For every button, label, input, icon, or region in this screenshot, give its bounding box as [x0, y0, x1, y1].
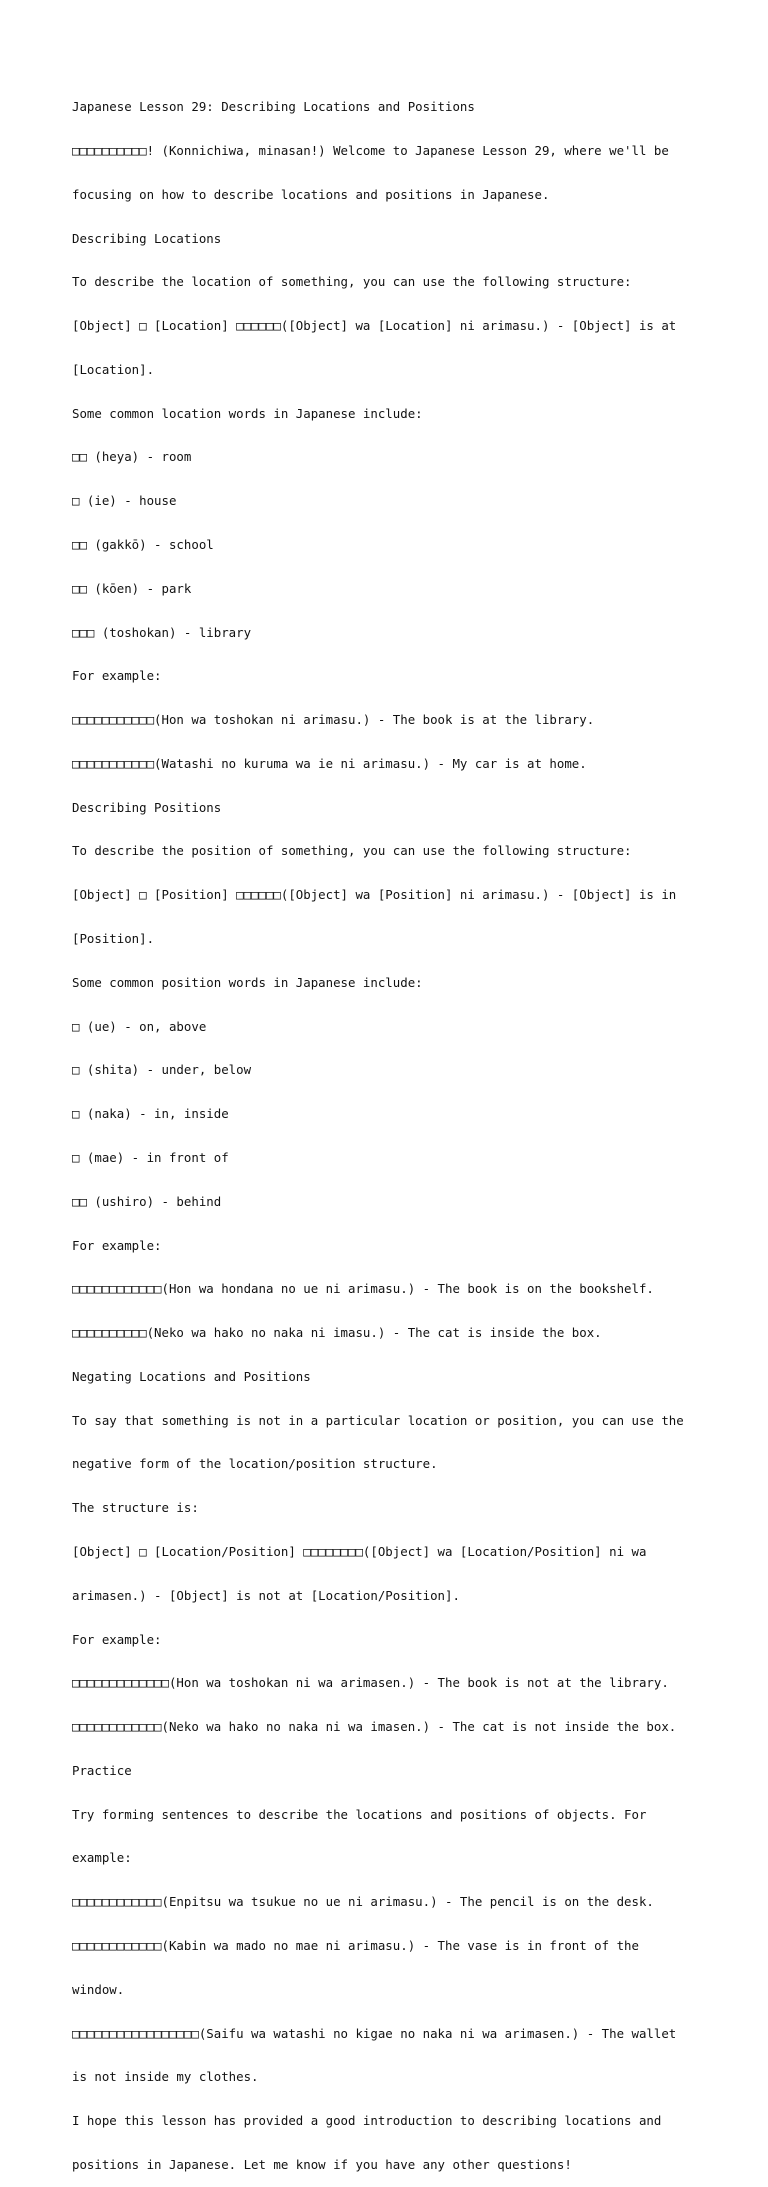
text-line: For example:: [72, 1237, 162, 1253]
text-line: example:: [72, 1850, 132, 1866]
text-line: To say that something is not in a particular location or position, you can use the: [72, 1412, 684, 1428]
example-sentence: □□□□□□□□□□□□(Kabin wa mado no mae ni arimasu.) - The vase is in front of the: [72, 1938, 639, 1953]
text-line: Some common position words in Japanese include:: [72, 974, 423, 990]
example-sentence: □□□□□□□□□□□(Hon wa toshokan ni arimasu.) - The book is at the library.: [72, 712, 595, 728]
example-sentence: □□□□□□□□□□□(Watashi no kuruma wa ie ni arimasu.) - My car is at home.: [72, 755, 587, 771]
text-line: negative form of the location/position structure.: [72, 1456, 438, 1472]
vocab-item: □ (naka) - in, inside: [72, 1106, 229, 1122]
text-line: For example:: [72, 1631, 162, 1647]
text-line: Some common location words in Japanese include:: [72, 405, 423, 421]
section-heading: Practice: [72, 1762, 132, 1778]
example-sentence: □□□□□□□□□□□□(Hon wa hondana no ue ni arimasu.) - The book is on the bookshelf.: [72, 1281, 654, 1297]
vocab-item: □□ (kōen) - park: [72, 580, 192, 596]
vocab-item: □ (ue) - on, above: [72, 1018, 207, 1034]
vocab-item: □□ (gakkō) - school: [72, 537, 214, 552]
text-line: [Object] □ [Position] □□□□□□([Object] wa [Position] ni arimasu.) - [Object] is in: [72, 887, 677, 903]
section-heading: Describing Locations: [72, 230, 222, 246]
text-line: [Object] □ [Location/Position] □□□□□□□□([Object] wa [Location/Position] ni wa: [72, 1543, 647, 1559]
example-sentence: □□□□□□□□□□□□(Enpitsu wa tsukue no ue ni arimasu.) - The pencil is on the desk.: [72, 1894, 654, 1910]
document-body: [72, 71, 696, 2187]
vocab-item: □□ (heya) - room: [72, 449, 192, 465]
section-heading: Negating Locations and Positions: [72, 1368, 311, 1384]
example-sentence: □□□□□□□□□□□□(Neko wa hako no naka ni wa imasen.) - The cat is not inside the box.: [72, 1719, 677, 1735]
vocab-item: □ (shita) - under, below: [72, 1062, 252, 1078]
text-line: [Object] □ [Location] □□□□□□([Object] wa [Location] ni arimasu.) - [Object] is at: [72, 318, 677, 334]
vocab-item: □ (ie) - house: [72, 493, 177, 509]
text-line: For example:: [72, 668, 162, 684]
vocab-item: □□ (ushiro) - behind: [72, 1193, 222, 1209]
example-sentence: □□□□□□□□□□□□□□□□□(Saifu wa watashi no kigae no naka ni wa arimasen.) - The wallet: [72, 2025, 677, 2041]
example-sentence: window.: [72, 1981, 125, 1997]
vocab-item: □ (mae) - in front of: [72, 1149, 229, 1165]
closing-text: positions in Japanese. Let me know if you have any other questions!: [72, 2156, 572, 2172]
vocab-item: □□□ (toshokan) - library: [72, 624, 252, 640]
section-heading: Describing Positions: [72, 799, 222, 815]
text-line: focusing on how to describe locations and positions in Japanese.: [72, 186, 550, 202]
text-line: arimasen.) - [Object] is not at [Location/Position].: [72, 1587, 460, 1603]
text-line: □□□□□□□□□□! (Konnichiwa, minasan!) Welcome to Japanese Lesson 29, where we'll be: [72, 142, 669, 158]
text-line: [Location].: [72, 361, 155, 377]
document-title: Japanese Lesson 29: Describing Locations and Positions: [72, 99, 475, 115]
text-line: [Position].: [72, 931, 155, 947]
text-line: To describe the position of something, you can use the following structure:: [72, 843, 632, 859]
example-sentence: □□□□□□□□□□(Neko wa hako no naka ni imasu.) - The cat is inside the box.: [72, 1325, 602, 1341]
text-line: Try forming sentences to describe the locations and positions of objects. For: [72, 1806, 647, 1822]
text-line: The structure is:: [72, 1500, 199, 1516]
text-line: To describe the location of something, you can use the following structure:: [72, 274, 632, 290]
example-sentence: is not inside my clothes.: [72, 2069, 259, 2085]
closing-text: I hope this lesson has provided a good introduction to describing locations and: [72, 2113, 662, 2129]
example-sentence: □□□□□□□□□□□□□(Hon wa toshokan ni wa arimasen.) - The book is not at the library.: [72, 1675, 669, 1691]
